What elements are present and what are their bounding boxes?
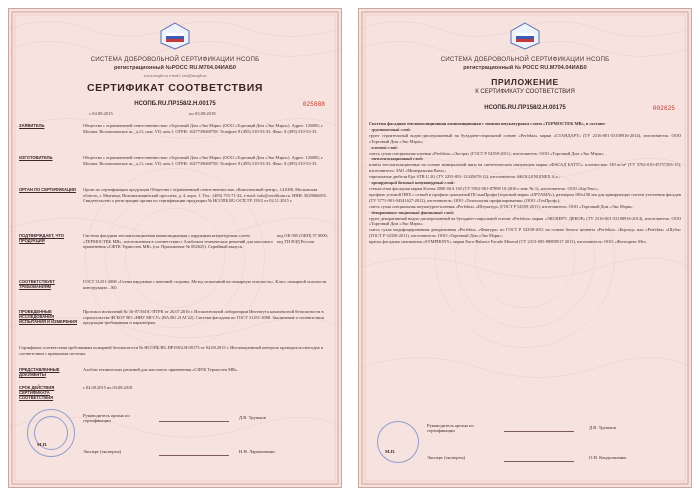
composition-item: смесь сухая модифицированная декоративная «Perfekta» «Фактура» по ГОСТ Р 54358-2011 на основе белого цемента «Perfekta» «Короед» или «Perfekta» «Шуба» (ГОСТ Р 54358-2011), изготовитель: ООО «Торговый Дом «Эко Мэри»; bbox=[369, 227, 681, 239]
product-label: ПОДТВЕРЖДАЕТ, ЧТО ПРОДУКЦИЯ bbox=[19, 233, 64, 244]
certificate-page bbox=[8, 8, 342, 488]
documents-label: ПРЕДСТАВЛЕННЫЕ ДОКУМЕНТЫ bbox=[19, 367, 60, 378]
tests-section bbox=[19, 309, 331, 343]
expert-signature-line bbox=[504, 461, 574, 462]
requirements-section bbox=[19, 279, 331, 303]
validity-section bbox=[19, 385, 331, 401]
official-stamp bbox=[377, 421, 419, 463]
tests-text: Протокол испытаний № 16-07/36ОС-ПТРК от 26.07.2016 г. Испытательной лаборатории Института комплексной безопасности в строительстве ФГБОУ ВО «НИУ МГСУ» (RA.RU.21АГ22). Система фасадная по ГОСТ 31251-2008. Заключение о соответствии продукции требованиям и параметрам. bbox=[83, 309, 324, 326]
composition-heading: - теплоизоляционный слой: bbox=[369, 156, 424, 162]
composition-item: стеклосетка фасадная марки Kreasa 2000 SSA 165 (ТУ 5952-001-87898 10-2016 с изм. № 1), изготовитель: ООО «БауТекс»; bbox=[369, 185, 599, 191]
manufacturer-section bbox=[19, 155, 331, 185]
mp-mark: М.П. bbox=[385, 449, 396, 454]
requirements-text: ГОСТ 31251-2008 «Стены наружные с внешней стороны. Метод испытаний на пожарную опасность». Класс пожарной опасности конструкции – К0. bbox=[83, 279, 327, 290]
composition-item: профиль угловой ПВХ с сеткой и профиль цокольный ПСтыкПрофи (торговой марки «ОРТАМА»), размером 100х150 мм для армирующих систем утепления фасадов (ТУ 5771-001-04341627-2012), изготовитель: ООО «Технология профилирования» (ООО «ТехПроф»); bbox=[369, 191, 681, 203]
appendix-subtitle: К СЕРТИФИКАТУ СООТВЕТСТВИЯ bbox=[475, 89, 575, 95]
certificate-number: НСОПБ.RU.ПР158/2.Н.00175 bbox=[484, 105, 566, 111]
expert-signature-role: Эксперт (эксперты) bbox=[83, 449, 122, 454]
composition-item: грунт декоративный водно-дисперсионный на бутадиен-стирольной основе «Perfekta» марки «ЭКСПЕРТ: ДЕКОР» (ТУ 2316-001-53108916-2014), изготовитель: ООО «Торговый Дом «Эко Мэри»; bbox=[369, 215, 681, 227]
composition-intro: Система фасадная теплоизоляционная композиционная с тонким штукатурным слоем «ТЕРМОСТЕК МВ», в составе: bbox=[369, 121, 606, 126]
expert-signature-line bbox=[159, 455, 229, 456]
documents-section bbox=[19, 367, 331, 381]
serial-number: 002625 bbox=[652, 105, 675, 112]
composition-heading: - грунтовочный слой: bbox=[369, 126, 411, 132]
requirements-label: СООТВЕТСТВУЕТ ТРЕБОВАНИЯМ bbox=[19, 279, 55, 290]
nsopb-logo bbox=[508, 21, 542, 51]
composition-heading: - декоративно-защитный финишный слой: bbox=[369, 209, 455, 215]
applicant-section bbox=[19, 123, 331, 153]
manufacturer-label: ИЗГОТОВИТЕЛЬ bbox=[19, 155, 53, 160]
valid-to: по 03.08.2018 bbox=[189, 111, 216, 116]
registration-number: регистрационный №РОСС RU.М704.04ИАБ0 bbox=[114, 65, 236, 71]
documents-text: Альбом технических решений для массового применения «СФТК Термостек МВ». bbox=[83, 367, 239, 372]
tests-label: ПРОВЕДЕННЫЕ ИССЛЕДОВАНИЯ ИСПЫТАНИЯ И ИЗМЕРЕНИЯ bbox=[19, 309, 78, 325]
manufacturer-text: Общество с ограниченной ответственностью «Торговый Дом «Эко Мэри» (ООО «Торговый Дом «Эко Мэри»). Адрес: 125080, г. Москва, Волоколамское ш., д.11, пом. VII, ком.1. ОГРН: 1027739669758. Телефон: 8 (495) 510-53-33. Факс: 8 (495) 510-53-33. bbox=[83, 155, 324, 166]
additional-info-section bbox=[19, 345, 331, 363]
contact-address: www.nsopb.ru e-mail: cert@nsopb.ru bbox=[143, 73, 207, 78]
validity-label: СРОК ДЕЙСТВИЯ СЕРТИФИКАТА СООТВЕТСТВИЯ bbox=[19, 385, 55, 401]
product-code: код ОК 005 (ОКП) 57 0000; код ТН ВЭД России bbox=[277, 233, 328, 244]
expert-signature-name: О.Н. Кондольченко bbox=[589, 455, 627, 460]
head-signature-line bbox=[504, 431, 574, 432]
composition-item: краска фасадная силикатная «SYMPHONY» марки Euro-Balance Facade Mineral (ТУ 2313-005-88898517-2011), изготовитель: ООО «Фонсорекс Ме». bbox=[369, 239, 648, 245]
head-signature-name: Д.В. Трушков bbox=[589, 425, 616, 430]
composition-item: тарельчатые дюбели Ejot STR U 2G (ТУ 2291-001-12345678-12), изготовитель: SKOLLENGINEX A.s.; bbox=[369, 174, 560, 180]
expert-signature-role: Эксперт (эксперты) bbox=[427, 455, 466, 460]
composition-item: плиты теплоизоляционные на основе минеральной ваты на синтетическом связующем марки «ФАСАД БАТТС» плотностью 130 кг/м³ (ТУ 5762-010-45757203-15), изготовитель: ЗАО «Минеральная Вата»; bbox=[369, 162, 681, 174]
product-section bbox=[19, 233, 331, 273]
additional-info-text: Сертификат соответствия требованиям пожарной безопасности № НСОПБ.RU.ПР158/2.Н.00175 от 04.08.2015 г. Инспекционный контроль проводится ежегодно в соответствии с правилами системы. bbox=[19, 345, 324, 356]
registration-number: регистрационный № РОСС RU.М704.04ИАБ0 bbox=[463, 65, 587, 71]
certification-body-label: ОРГАН ПО СЕРТИФИКАЦИИ bbox=[19, 187, 76, 192]
composition-item: смесь сухая специальная клеевая «Perfekta» «Экстра» (ГОСТ Р 54359-2011), изготовитель: ООО «Торговый Дом «Эко Мэри»; bbox=[369, 150, 605, 156]
mp-mark: М.П. bbox=[37, 442, 48, 447]
expert-signature-name: Н.Н. Ларионченко bbox=[239, 449, 275, 454]
validity-text: с 04.08.2015 по 03.08.2018 bbox=[83, 385, 133, 390]
appendix-title: ПРИЛОЖЕНИЕ bbox=[491, 77, 559, 87]
valid-from: с 04.08.2015 bbox=[89, 111, 113, 116]
head-signature-line bbox=[159, 421, 229, 422]
appendix-page bbox=[358, 8, 692, 488]
certification-body-text: Орган по сертификации продукции Общества с ограниченной ответственностью «Комплексный центр», 141008, Московская область, г. Мытищи, Новомытищинский проспект, д. 4, корп. 1. Тел.: (495) 755-71-42, e-mail: info@sertifkom.ru. ИНН: 5029066855. Свидетельство о регистрации органа по сертификации продукции № НСОПБ.RU.ОСП.ТР 159/2 от 02.11.2015 г. bbox=[83, 187, 328, 204]
certification-body-section bbox=[19, 187, 331, 227]
nsopb-logo bbox=[158, 21, 192, 51]
certificate-title: СЕРТИФИКАТ СООТВЕТСТВИЯ bbox=[86, 82, 263, 94]
composition-item: смесь сухая специальная штукатурно-клеевая «Perfekta» «Штукатур» (ГОСТ Р 54359-2011), изготовитель: ООО «Торговый Дом «Эко Мэри»; bbox=[369, 203, 634, 209]
serial-number: 025888 bbox=[302, 101, 325, 108]
applicant-label: ЗАЯВИТЕЛЬ bbox=[19, 123, 45, 128]
composition-heading: - армирующий базовый штукатурный слой: bbox=[369, 180, 455, 186]
system-name: СИСТЕМА ДОБРОВОЛЬНОЙ СЕРТИФИКАЦИИ НСОПБ bbox=[90, 56, 260, 63]
composition-item: грунт строительный водно-дисперсионный на бутадиен-стирольной основе «Perfekta» марки «СТАНДАРТ» (ТУ 2316-001-53108916-2014), изготовитель: ООО «Торговый Дом «Эко Мэри»; bbox=[369, 132, 681, 144]
head-signature-name: Д.В. Трушков bbox=[239, 415, 266, 420]
head-signature-role: Руководитель органа по сертификации bbox=[427, 423, 474, 433]
product-text: Система фасадная теплоизоляционная композиционная с наружным штукатурным слоем «ТЕРМОСТЕК МВ», изготовленная в соответствии с Альбомом технических решений для массового применения «СФТК Термостек МВ» (см. Приложение № 002625). Серийный выпуск. bbox=[83, 233, 273, 250]
head-signature-role: Руководитель органа по сертификации bbox=[83, 413, 130, 423]
system-name: СИСТЕМА ДОБРОВОЛЬНОЙ СЕРТИФИКАЦИИ НСОПБ bbox=[440, 56, 610, 63]
certificate-number: НСОПБ.RU.ПР158/2.Н.00175 bbox=[134, 101, 216, 107]
composition-text bbox=[369, 121, 681, 245]
applicant-text: Общество с ограниченной ответственностью «Торговый Дом «Эко Мэри» (ООО «Торговый Дом «Эко Мэри»). Адрес: 125080, г. Москва, Волоколамское ш., д.11, пом. VII, ком.1. ОГРН: 1027739669758. Телефон: 8 (495) 510-53-33. Факс: 8 (495) 510-53-33. bbox=[83, 123, 324, 134]
composition-heading: - клеевой слой: bbox=[369, 144, 398, 150]
